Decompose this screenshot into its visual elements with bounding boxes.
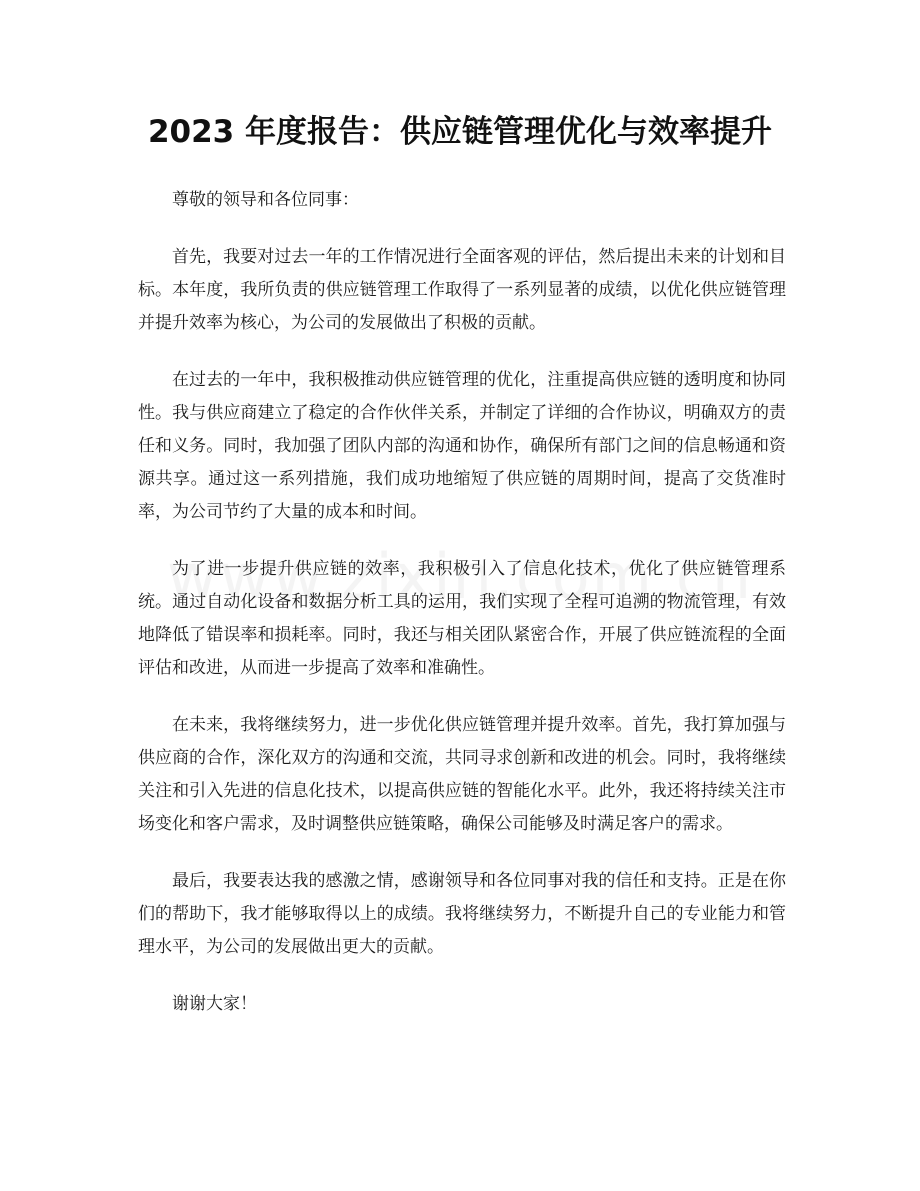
page-title: 2023 年度报告：供应链管理优化与效率提升 [147, 114, 773, 150]
document-body [138, 184, 786, 1045]
paragraph-1: 首先，我要对过去一年的工作情况进行全面客观的评估，然后提出未来的计划和目标。本年度，我所负责的供应链管理工作取得了一系列显著的成绩，以优化供应链管理并提升效率为核心，为公司的发展做出了积极的贡献。 [138, 247, 786, 333]
closing: 谢谢大家！ [172, 994, 257, 1014]
paragraph-5: 最后，我要表达我的感激之情，感谢领导和各位同事对我的信任和支持。正是在你们的帮助下，我才能够取得以上的成绩。我将继续努力，不断提升自己的专业能力和管理水平，为公司的发展做出更大的贡献。 [138, 871, 786, 957]
paragraph-3: 为了进一步提升供应链的效率，我积极引入了信息化技术，优化了供应链管理系统。通过自动化设备和数据分析工具的运用，我们实现了全程可追溯的物流管理，有效地降低了错误率和损耗率。同时，我还与相关团队紧密合作，开展了供应链流程的全面评估和改进，从而进一步提高了效率和准确性。 [138, 559, 786, 678]
salutation: 尊敬的领导和各位同事： [172, 190, 359, 210]
paragraph-4: 在未来，我将继续努力，进一步优化供应链管理并提升效率。首先，我打算加强与供应商的合作，深化双方的沟通和交流，共同寻求创新和改进的机会。同时，我将继续关注和引入先进的信息化技术，以提高供应链的智能化水平。此外，我还将持续关注市场变化和客户需求，及时调整供应链策略，确保公司能够及时满足客户的需求。 [138, 715, 786, 834]
paragraph-2: 在过去的一年中，我积极推动供应链管理的优化，注重提高供应链的透明度和协同性。我与供应商建立了稳定的合作伙伴关系，并制定了详细的合作协议，明确双方的责任和义务。同时，我加强了团队内部的沟通和协作，确保所有部门之间的信息畅通和资源共享。通过这一系列措施，我们成功地缩短了供应链的周期时间，提高了交货准时率，为公司节约了大量的成本和时间。 [138, 370, 786, 522]
